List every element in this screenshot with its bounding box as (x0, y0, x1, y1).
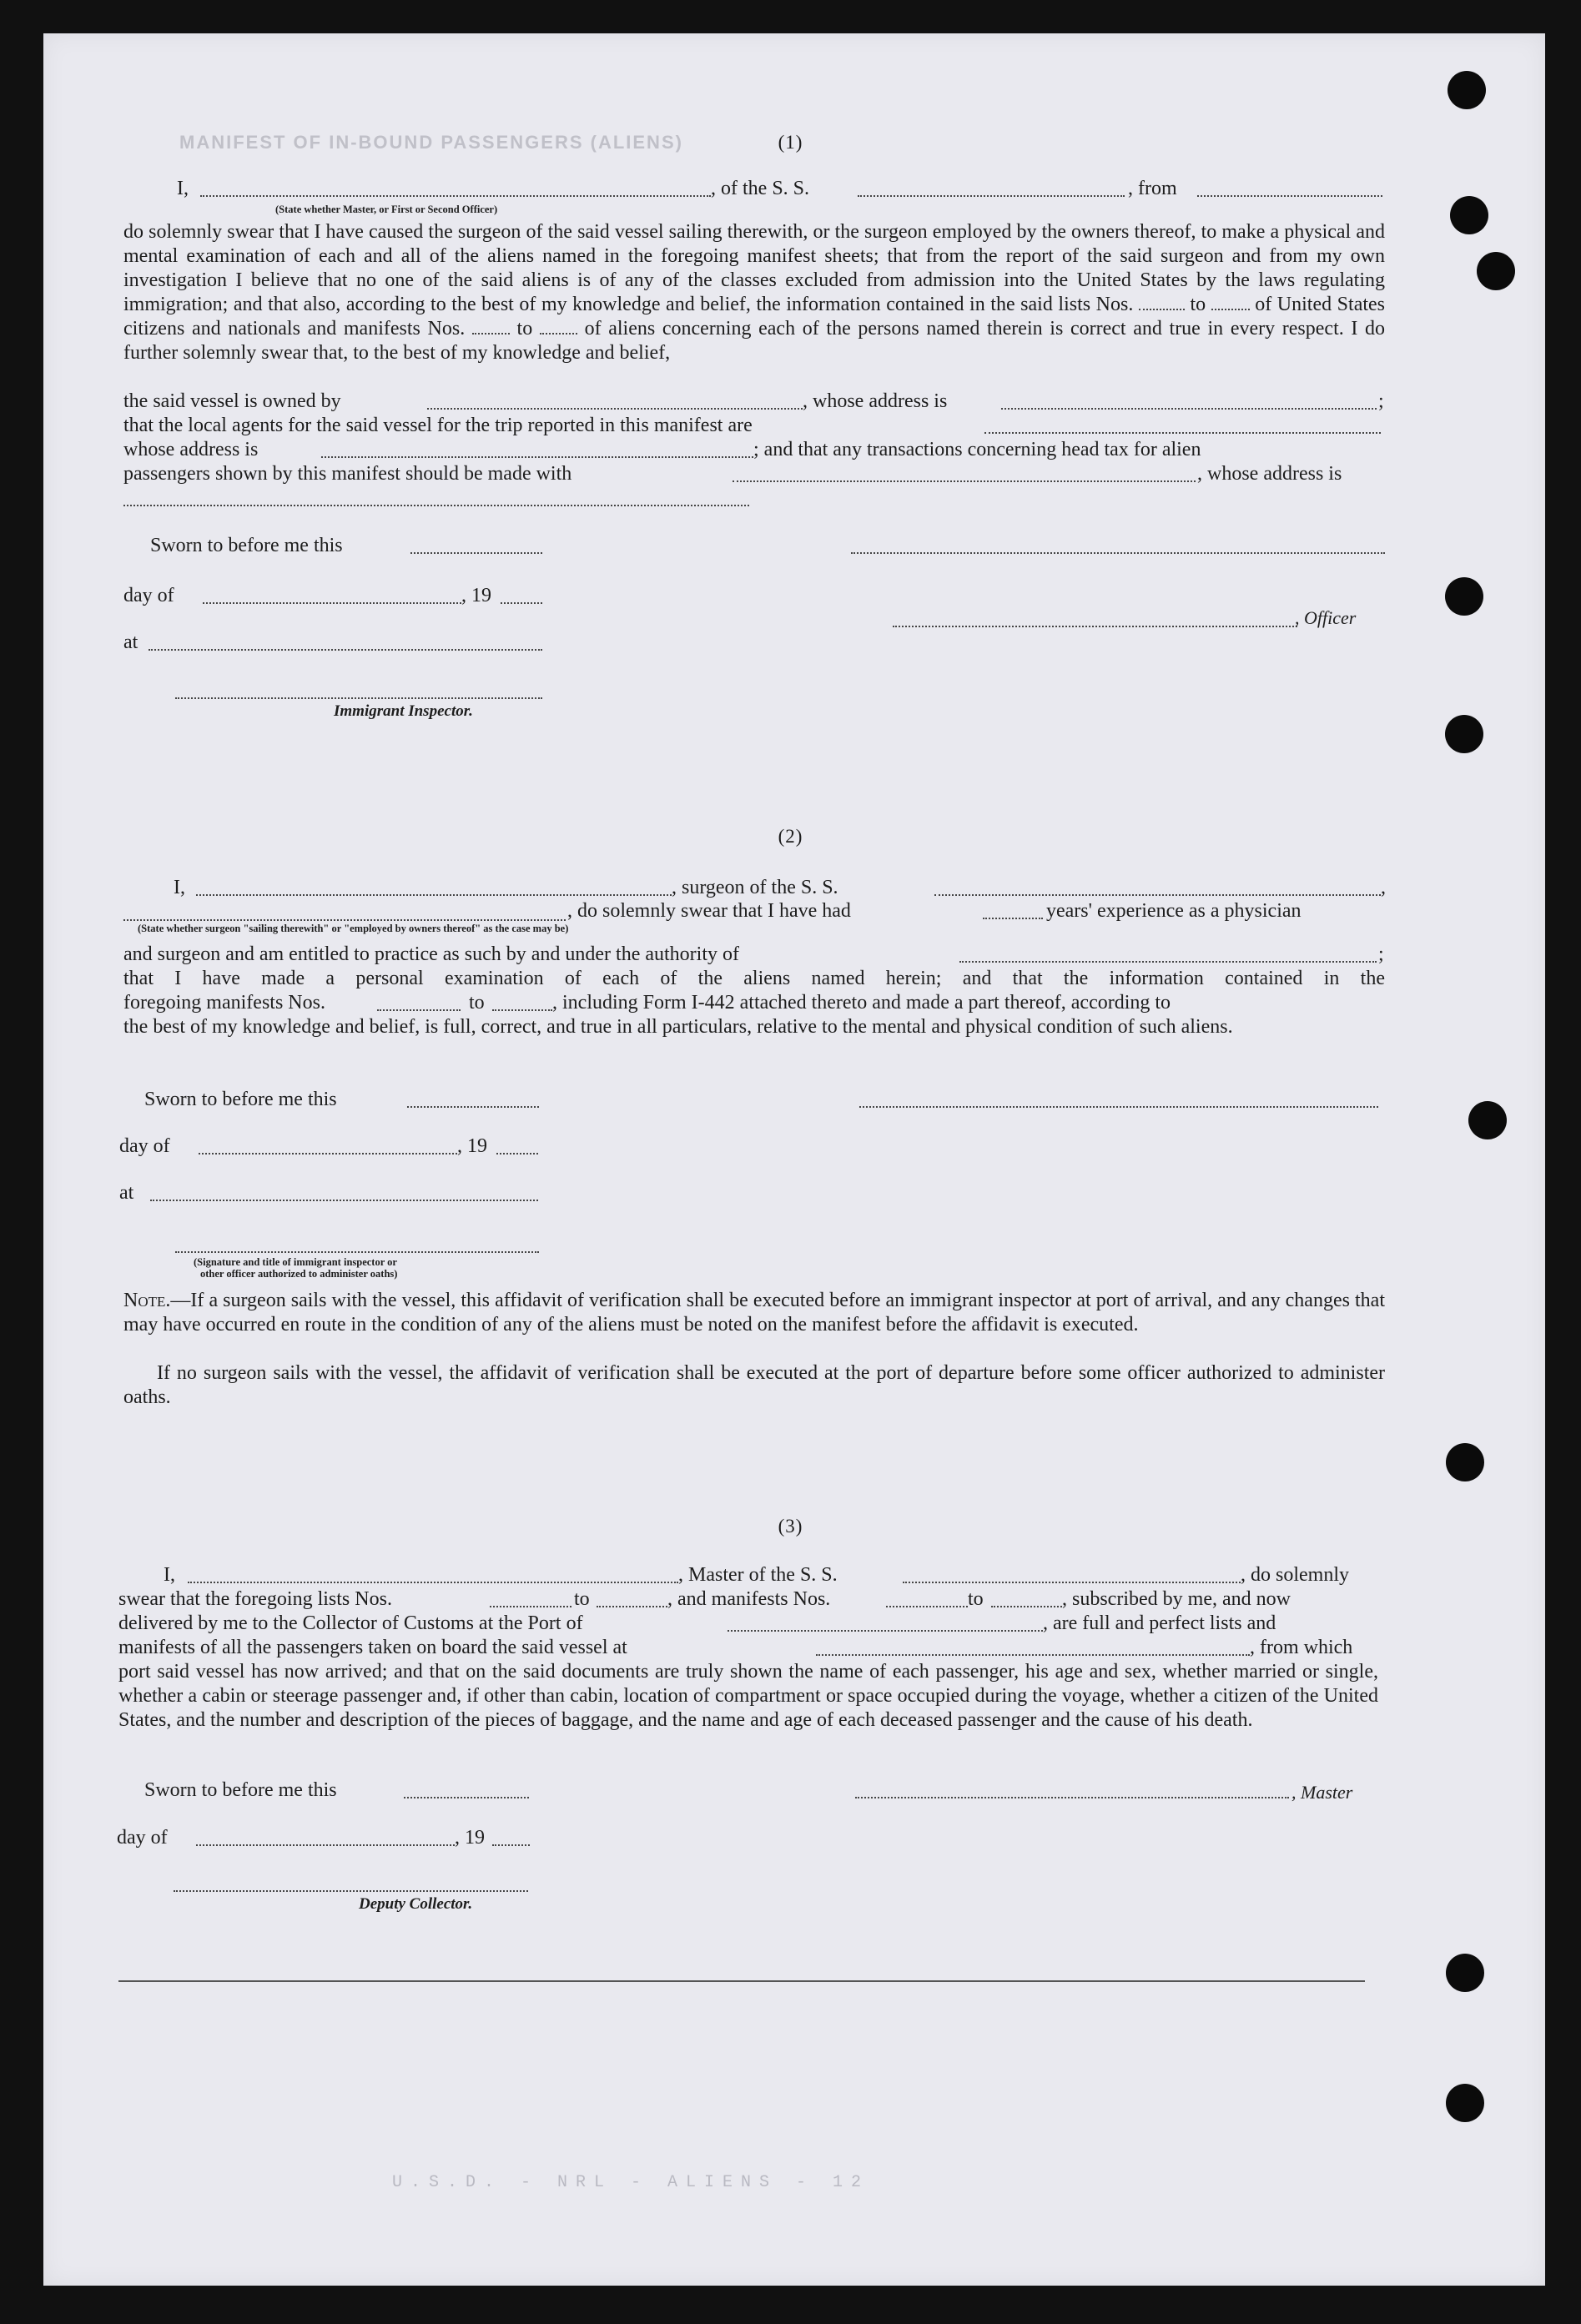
s2-semicolon: ; (1378, 943, 1384, 965)
s1-signature-line[interactable] (851, 552, 1385, 554)
s1-sworn-field[interactable] (410, 552, 542, 554)
s1-at-field[interactable] (149, 649, 542, 651)
section-1-number: (1) (778, 132, 803, 153)
punch-hole (1445, 715, 1483, 753)
s1-note-master: (State whether Master, or First or Second Officer) (275, 204, 498, 215)
s2-inspector-line[interactable] (175, 1251, 539, 1253)
punch-hole (1448, 71, 1486, 109)
s2-body-a: and surgeon and am entitled to practice as such by and under the authority of (123, 943, 739, 965)
s1-agents-address-field[interactable] (321, 456, 753, 458)
s3-collector-line[interactable] (174, 1890, 528, 1892)
section-3-number: (3) (778, 1516, 803, 1537)
punch-hole (1450, 196, 1488, 234)
s3-lists-from-field[interactable] (490, 1606, 571, 1607)
s2-body-c2: to (469, 992, 485, 1014)
s3-line3-a: delivered by me to the Collector of Customs at the Port of (118, 1612, 583, 1634)
s2-body-c3: , including Form I-442 attached thereto and made a part thereof, according to (552, 992, 1171, 1014)
s2-at: at (119, 1182, 134, 1204)
s2-surgeon: , surgeon of the S. S. (672, 877, 838, 898)
s2-sworn: Sworn to before me this (144, 1089, 337, 1110)
s1-passengers-address: , whose address is (1197, 463, 1342, 485)
s1-passengers: passengers shown by this manifest should be made with (123, 463, 572, 485)
s2-years-field[interactable] (983, 918, 1043, 919)
s2-years: years' experience as a physician (1046, 900, 1302, 922)
s2-signature-line[interactable] (859, 1106, 1378, 1108)
s3-sworn: Sworn to before me this (144, 1779, 337, 1801)
s2-manifest-from-field[interactable] (377, 1009, 461, 1011)
s1-day-field[interactable] (203, 602, 461, 604)
punch-hole (1446, 2084, 1484, 2122)
document-page (43, 33, 1545, 2286)
s2-sig-note-1: (Signature and title of immigrant inspector or (194, 1256, 397, 1268)
s1-agents-address: whose address is (123, 439, 259, 460)
s2-year: , 19 (457, 1135, 487, 1157)
s2-swear: , do solemnly swear that I have had (567, 900, 851, 922)
s3-lists-to-field[interactable] (597, 1606, 667, 1607)
s1-owner-address-field[interactable] (1001, 408, 1377, 410)
s2-body-b: that I have made a personal examination of each of the aliens named herein; and that the information contained in the (123, 968, 1385, 989)
s3-sworn-field[interactable] (404, 1797, 529, 1798)
s1-inspector-line[interactable] (175, 697, 542, 699)
s3-year-field[interactable] (492, 1844, 530, 1846)
s1-head-tax: ; and that any transactions concerning head tax for alien (753, 439, 1201, 460)
bottom-rule (118, 1980, 1365, 1982)
s3-day-of: day of (117, 1827, 168, 1849)
s1-agents: that the local agents for the said vessel for the trip reported in this manifest are (123, 415, 753, 436)
s1-inspector-label: Immigrant Inspector. (334, 702, 473, 720)
s2-i: I, (174, 877, 185, 898)
s2-sworn-field[interactable] (407, 1106, 539, 1108)
s2-ship-field[interactable] (934, 894, 1381, 896)
s1-from-field[interactable] (1197, 195, 1382, 197)
s2-name-field[interactable] (196, 894, 672, 896)
s2-body-d: the best of my knowledge and belief, is full, correct, and true in all particulars, relative to the mental and physical condition of such aliens. (123, 1016, 1233, 1038)
s3-line2-a: swear that the foregoing lists Nos. (118, 1588, 392, 1610)
s1-officer-label: , Officer (1295, 607, 1357, 628)
section-2-number: (2) (778, 826, 803, 847)
s3-master-signature-line[interactable] (855, 1797, 1289, 1798)
s2-day-of: day of (119, 1135, 170, 1157)
s2-note: Note.—If a surgeon sails with the vessel, this affidavit of verification shall be executed before an immigrant inspector at port of arrival, and any changes that may have occurred en route in the condition of any of the aliens must be noted on the manifest before the affidavit is executed. (123, 1290, 1385, 1336)
s2-year-field[interactable] (496, 1153, 538, 1154)
bleed-through-header: MANIFEST OF IN-BOUND PASSENGERS (ALIENS) (179, 132, 683, 153)
s2-at-field[interactable] (150, 1200, 538, 1201)
s3-line2-to2: to (968, 1588, 984, 1610)
s1-passengers-field[interactable] (733, 480, 1196, 482)
s3-boarded-field[interactable] (816, 1654, 1250, 1656)
s3-year: , 19 (455, 1827, 485, 1849)
s1-officer-line[interactable] (893, 626, 1297, 627)
s1-passengers-address-field2[interactable] (123, 505, 749, 506)
s3-port-field[interactable] (728, 1630, 1043, 1632)
s3-line2-to1: to (574, 1588, 590, 1610)
s2-authority-field[interactable] (959, 961, 1377, 963)
s2-comma: , (1381, 877, 1386, 898)
s2-day-field[interactable] (199, 1153, 457, 1154)
s2-sailing-field[interactable] (123, 919, 566, 921)
s3-manifests-from-field[interactable] (886, 1606, 968, 1607)
s2-body-c1: foregoing manifests Nos. (123, 992, 325, 1014)
s3-body: port said vessel has now arrived; and that on the said documents are truly shown the name of each passenger, his age and sex, whether married or single, whether a cabin or steerage passenger and, if other than cabin, location of compartment or space occupied during the voyage, whether a citizen of the United States, and the number and description of the pieces of baggage, and the name and age of each deceased passenger and the cause of his death. (118, 1661, 1378, 1731)
s3-name-field[interactable] (188, 1582, 678, 1583)
s1-body: do solemnly swear that I have caused the surgeon of the said vessel sailing therewith, or the surgeon employed by the owners thereof, to make a physical and mental examination of each and all of the aliens named in the foregoing manifest sheets; that from the report of the said surgeon and from my own investigation I believe that no one of the said aliens is of any of the classes excluded from admission into the United States by the laws regulating immigration; and that also, according to the best of my knowledge and belief, the information contained in the said lists Nos. to of United States citizens and nationals and manifests Nos. to of aliens concerning each of the persons named therein is correct and true in every respect. I do further solemnly swear that, to the best of my knowledge and belief, (123, 221, 1386, 364)
s3-collector-label: Deputy Collector. (359, 1895, 473, 1913)
punch-hole (1446, 1954, 1484, 1992)
s3-line3-b: , are full and perfect lists and (1043, 1612, 1276, 1634)
s2-note-sailing: (State whether surgeon "sailing therewith" or "employed by owners thereof" as the case may be) (138, 923, 569, 934)
s3-swear: , do solemnly (1241, 1564, 1349, 1586)
s1-semicolon: ; (1378, 390, 1384, 412)
s3-line2-b: , and manifests Nos. (667, 1588, 831, 1610)
s3-line4-b: , from which (1250, 1637, 1353, 1658)
s1-year-field[interactable] (501, 602, 542, 604)
bleed-through-footer: U.S.D. - NRL - ALIENS - 12 (392, 2173, 870, 2192)
s2-note-2: If no surgeon sails with the vessel, the affidavit of verification shall be executed at the port of departure before some officer authorized to administer oaths. (123, 1362, 1385, 1408)
s1-agents-field[interactable] (984, 432, 1381, 434)
s1-master-field[interactable] (200, 195, 711, 197)
s3-line4-a: manifests of all the passengers taken on board the said vessel at (118, 1637, 627, 1658)
s2-sig-note-2: other officer authorized to administer oaths) (200, 1268, 398, 1280)
punch-hole (1446, 1443, 1484, 1481)
s3-day-field[interactable] (196, 1844, 455, 1846)
s1-from: , from (1128, 178, 1177, 199)
s1-day-of: day of (123, 585, 174, 606)
s1-line1 (177, 177, 189, 201)
s1-at: at (123, 631, 138, 653)
s3-line2-c: , subscribed by me, and now (1062, 1588, 1291, 1610)
s1-ship-field[interactable] (858, 195, 1125, 197)
s1-owner-address: , whose address is (803, 390, 948, 412)
s1-i: I, (177, 178, 189, 199)
s1-owner-field[interactable] (427, 408, 803, 410)
s3-master: , Master of the S. S. (678, 1564, 838, 1586)
s3-master-label: , Master (1291, 1782, 1353, 1803)
punch-hole (1468, 1101, 1507, 1139)
s1-owned-by: the said vessel is owned by (123, 390, 341, 412)
s3-manifests-to-field[interactable] (991, 1606, 1062, 1607)
s2-note-label: Note. (123, 1290, 171, 1311)
s3-ship-field[interactable] (903, 1582, 1241, 1583)
s1-year: , 19 (461, 585, 491, 606)
s1-sworn: Sworn to before me this (150, 535, 343, 556)
s2-manifest-to-field[interactable] (492, 1009, 552, 1011)
s3-i: I, (164, 1564, 175, 1586)
punch-hole (1445, 577, 1483, 616)
s1-of-ss: , of the S. S. (711, 178, 810, 199)
punch-hole (1477, 252, 1515, 290)
